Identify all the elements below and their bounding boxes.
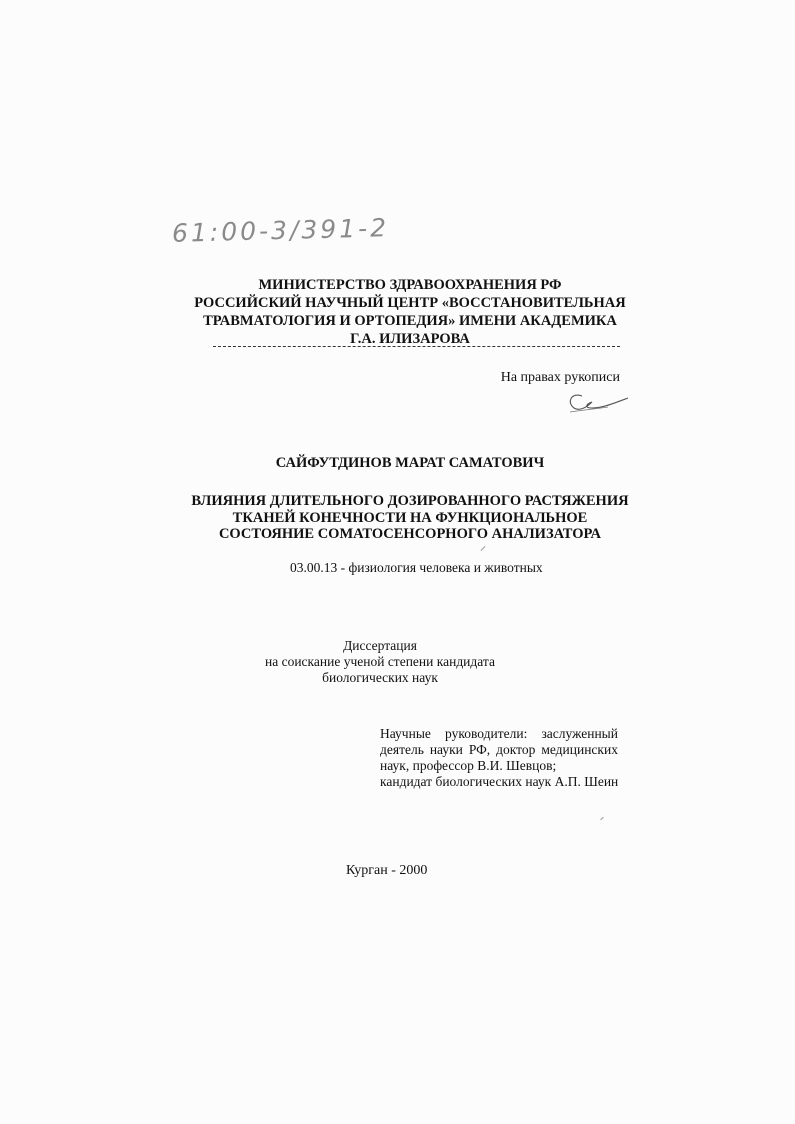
header-line-1: МИНИСТЕРСТВО ЗДРАВООХРАНЕНИЯ РФ — [258, 277, 562, 293]
title-line-2: ТКАНЕЙ КОНЕЧНОСТИ НА ФУНКЦИОНАЛЬНОЕ — [232, 509, 588, 526]
advisors-word: медицинских — [541, 742, 618, 757]
advisors-line-3: наук, профессор В.И. Шевцов; — [380, 758, 557, 773]
manuscript-rights-note: На правах рукописи — [500, 370, 620, 385]
advisors-word: Научные — [380, 726, 431, 741]
author-name: САЙФУТДИНОВ МАРАТ САМАТОВИЧ — [275, 455, 545, 471]
degree-line-3: биологических наук — [322, 670, 438, 685]
archive-code: 61:00-3/391-2 — [171, 213, 390, 248]
header-line-2: РОССИЙСКИЙ НАУЧНЫЙ ЦЕНТР «ВОССТАНОВИТЕЛЬНАЯ — [194, 295, 626, 311]
advisors-word: доктор — [496, 742, 536, 757]
institution-header — [180, 276, 640, 348]
scan-speck — [481, 546, 486, 551]
advisors-word: РФ, — [468, 742, 491, 757]
signature-mark — [562, 388, 632, 416]
scientific-advisors — [380, 726, 618, 790]
scan-speck — [600, 817, 604, 821]
advisors-line-1 — [380, 726, 618, 742]
place-and-year: Курган - 2000 — [346, 863, 428, 878]
degree-line-1: Диссертация — [343, 638, 417, 653]
advisors-word: руководители: — [445, 726, 528, 741]
specialty-code: 03.00.13 - физиология человека и животных — [290, 560, 543, 575]
dissertation-title — [160, 493, 660, 543]
advisors-word: деятель — [380, 742, 424, 757]
advisors-word: заслуженный — [541, 726, 618, 741]
header-line-4: Г.А. ИЛИЗАРОВА — [350, 331, 470, 347]
separator-line — [213, 346, 620, 347]
advisors-line-2 — [380, 742, 618, 758]
advisors-line-4: кандидат биологических наук А.П. Шеин — [380, 774, 619, 789]
title-line-3: СОСТОЯНИЕ СОМАТОСЕНСОРНОГО АНАЛИЗАТОРА — [218, 526, 602, 542]
title-line-1: ВЛИЯНИЯ ДЛИТЕЛЬНОГО ДОЗИРОВАННОГО РАСТЯЖЕНИЯ — [191, 493, 629, 509]
header-line-3: ТРАВМАТОЛОГИЯ И ОРТОПЕДИЯ» ИМЕНИ АКАДЕМИКА — [203, 313, 617, 329]
advisors-word: науки — [429, 742, 463, 757]
degree-line-2: на соискание ученой степени кандидата — [265, 654, 495, 669]
degree-statement — [230, 638, 530, 686]
